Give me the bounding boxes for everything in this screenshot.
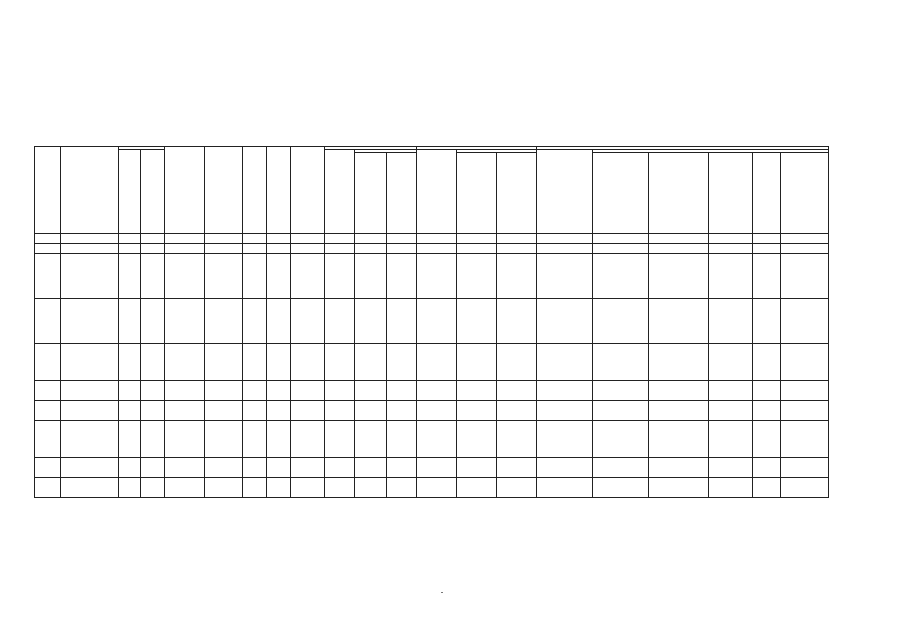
table-cell [417,254,457,299]
col-cost-total-header [537,150,593,234]
table-cell [457,421,497,458]
table-cell [141,401,165,421]
column-index-cell [35,244,61,254]
col-resettle-date-header [205,147,243,234]
table-cell [141,381,165,401]
col-address-header [61,147,119,234]
table-cell [753,401,781,421]
unit-cell [165,234,205,244]
col-residents-header [243,147,267,234]
table-cell [141,254,165,299]
table-cell [781,478,829,498]
total-row [35,299,829,344]
table-cell [205,299,243,344]
table-cell [267,478,291,498]
table-cell [205,421,243,458]
table-cell [417,478,457,498]
table-cell [457,299,497,344]
unit-cell [709,234,753,244]
table-cell [119,299,141,344]
table-cell [291,299,325,344]
table-cell [355,458,387,478]
unit-cell [497,234,537,244]
address-cell [61,344,119,381]
table-cell [649,299,709,344]
house-row [35,401,829,421]
unit-cell [35,234,61,244]
table-cell [781,458,829,478]
table-cell [291,254,325,299]
table-cell [781,344,829,381]
table-cell [497,299,537,344]
table-cell [537,401,593,421]
table-cell [267,254,291,299]
table-cell [205,381,243,401]
unit-cell [753,234,781,244]
table-cell [709,299,753,344]
column-index-cell [141,244,165,254]
table-cell [243,478,267,498]
table-cell [649,458,709,478]
table-cell [497,381,537,401]
table-cell [709,381,753,401]
table-cell [649,421,709,458]
column-index-cell [291,244,325,254]
house-row [35,458,829,478]
table-cell [119,254,141,299]
table-cell [141,299,165,344]
table-cell [593,381,649,401]
table-cell [325,381,355,401]
column-index-cell [649,244,709,254]
table-cell [417,458,457,478]
column-index-cell [497,244,537,254]
table-cell [141,344,165,381]
table-cell [593,478,649,498]
table-cell [165,344,205,381]
table-cell [325,478,355,498]
table-cell [35,458,61,478]
table-cell [497,458,537,478]
col-cost-local-header [709,153,753,234]
table-cell [267,458,291,478]
table-cell [497,401,537,421]
table-cell [325,299,355,344]
table-cell [205,478,243,498]
column-index-cell [781,244,829,254]
table-cell [593,458,649,478]
table-cell [753,421,781,458]
table-cell [709,344,753,381]
column-index-cell [417,244,457,254]
column-index-cell [387,244,417,254]
table-cell [537,254,593,299]
col-space-total-header [417,150,457,234]
stray-mark [441,592,443,593]
table-cell [165,254,205,299]
table-cell [593,299,649,344]
table-cell [387,421,417,458]
table-cell [35,421,61,458]
table-cell [291,478,325,498]
col-space-private-header [457,153,497,234]
col-plan-date-header [165,147,205,234]
house-row [35,381,829,401]
column-index-cell [537,244,593,254]
table-cell [709,254,753,299]
column-index-cell [325,244,355,254]
table-cell [709,458,753,478]
table-cell [119,458,141,478]
table-cell [457,401,497,421]
table-cell [267,401,291,421]
unit-cell [141,234,165,244]
unit-cell [325,234,355,244]
table-cell [457,254,497,299]
table-cell [243,254,267,299]
unit-cell [243,234,267,244]
column-index-cell [205,244,243,254]
table-cell [709,478,753,498]
table-cell [141,421,165,458]
col-cost-extra-header [753,153,781,234]
table-cell [165,299,205,344]
table-cell [355,421,387,458]
table-cell [291,458,325,478]
col-rooms-municipal-header [387,153,417,234]
units-row [35,234,829,244]
address-cell [61,254,119,299]
unit-cell [417,234,457,244]
table-cell [649,381,709,401]
table-cell [417,344,457,381]
table-cell [325,401,355,421]
table-cell [205,458,243,478]
address-cell [61,458,119,478]
table-cell [781,421,829,458]
table-cell [291,344,325,381]
table-cell [497,421,537,458]
col-area-header [291,147,325,234]
table-cell [291,381,325,401]
col-resettled-header [267,147,291,234]
column-index-cell [753,244,781,254]
table-cell [781,381,829,401]
table-cell [325,458,355,478]
table-cell [753,478,781,498]
table-cell [355,344,387,381]
address-cell [61,299,119,344]
table-cell [649,344,709,381]
unit-cell [781,234,829,244]
table-cell [165,478,205,498]
table-cell [537,421,593,458]
table-cell [325,421,355,458]
total-row [35,344,829,381]
address-cell [61,401,119,421]
table-cell [165,458,205,478]
table-cell [387,381,417,401]
table-cell [165,381,205,401]
table-cell [243,421,267,458]
table-cell [781,299,829,344]
column-index-cell [355,244,387,254]
col-cost-other-header [781,153,829,234]
column-index-cell [457,244,497,254]
table-cell [355,254,387,299]
table-cell [781,401,829,421]
col-doc-number-header [119,150,141,234]
table-cell [141,458,165,478]
col-space-municipal-header [497,153,537,234]
table-cell [387,401,417,421]
table-cell [291,421,325,458]
house-row [35,478,829,498]
table-cell [119,344,141,381]
table-cell [537,458,593,478]
table-cell [649,401,709,421]
table-cell [417,401,457,421]
column-index-cell [267,244,291,254]
total-row [35,254,829,299]
table-cell [593,421,649,458]
table-cell [35,344,61,381]
table-cell [267,299,291,344]
unit-cell [593,234,649,244]
table-cell [325,254,355,299]
unit-cell [387,234,417,244]
table-cell [497,344,537,381]
table-cell [781,254,829,299]
unit-cell [355,234,387,244]
col-rooms-total-header [325,150,355,234]
column-index-cell [61,244,119,254]
table-cell [243,381,267,401]
table-cell [355,478,387,498]
table-cell [387,458,417,478]
unit-cell [205,234,243,244]
table-cell [709,401,753,421]
table-cell [497,254,537,299]
table-cell [119,478,141,498]
table-cell [457,458,497,478]
table-cell [35,381,61,401]
table-cell [267,381,291,401]
table-cell [753,299,781,344]
table-cell [709,421,753,458]
resettlement-table [34,146,829,498]
table-cell [267,421,291,458]
table-cell [593,254,649,299]
table-cell [457,381,497,401]
table-cell [387,254,417,299]
address-cell [61,381,119,401]
table-cell [205,401,243,421]
address-cell [61,478,119,498]
table-cell [387,299,417,344]
table-cell [205,344,243,381]
table-cell [753,381,781,401]
column-index-cell [593,244,649,254]
table-cell [35,299,61,344]
address-cell [61,421,119,458]
table-cell [165,421,205,458]
unit-cell [291,234,325,244]
table-cell [243,401,267,421]
table-cell [243,344,267,381]
table-cell [355,381,387,401]
col-doc-date-header [141,150,165,234]
table-cell [205,254,243,299]
column-index-cell [709,244,753,254]
table-cell [753,254,781,299]
table-cell [649,254,709,299]
col-cost-subject-header [649,153,709,234]
table-cell [387,344,417,381]
unit-cell [649,234,709,244]
table-cell [119,381,141,401]
table-cell [497,478,537,498]
table-cell [753,344,781,381]
table-cell [593,344,649,381]
table-cell [649,478,709,498]
table-cell [119,401,141,421]
table-cell [355,401,387,421]
table-cell [119,421,141,458]
table-cell [141,478,165,498]
table-cell [753,458,781,478]
table-cell [537,344,593,381]
unit-cell [119,234,141,244]
table-cell [355,299,387,344]
unit-cell [537,234,593,244]
table-cell [243,458,267,478]
table-cell [417,299,457,344]
col-no-header [35,147,61,234]
column-index-cell [243,244,267,254]
table-cell [537,478,593,498]
column-index-cell [119,244,141,254]
col-cost-fund-header [593,153,649,234]
table-cell [35,478,61,498]
table-cell [417,381,457,401]
table-cell [593,401,649,421]
table-cell [537,381,593,401]
table-cell [325,344,355,381]
table-cell [457,344,497,381]
table-cell [35,254,61,299]
unit-cell [267,234,291,244]
table-cell [291,401,325,421]
unit-cell [457,234,497,244]
column-index-cell [165,244,205,254]
table-cell [417,421,457,458]
table-cell [387,478,417,498]
table-cell [165,401,205,421]
table-cell [243,299,267,344]
table-cell [35,401,61,421]
col-rooms-private-header [355,153,387,234]
table-cell [537,299,593,344]
column-index-row [35,244,829,254]
unit-cell [61,234,119,244]
total-row [35,421,829,458]
table-cell [457,478,497,498]
table-cell [267,344,291,381]
